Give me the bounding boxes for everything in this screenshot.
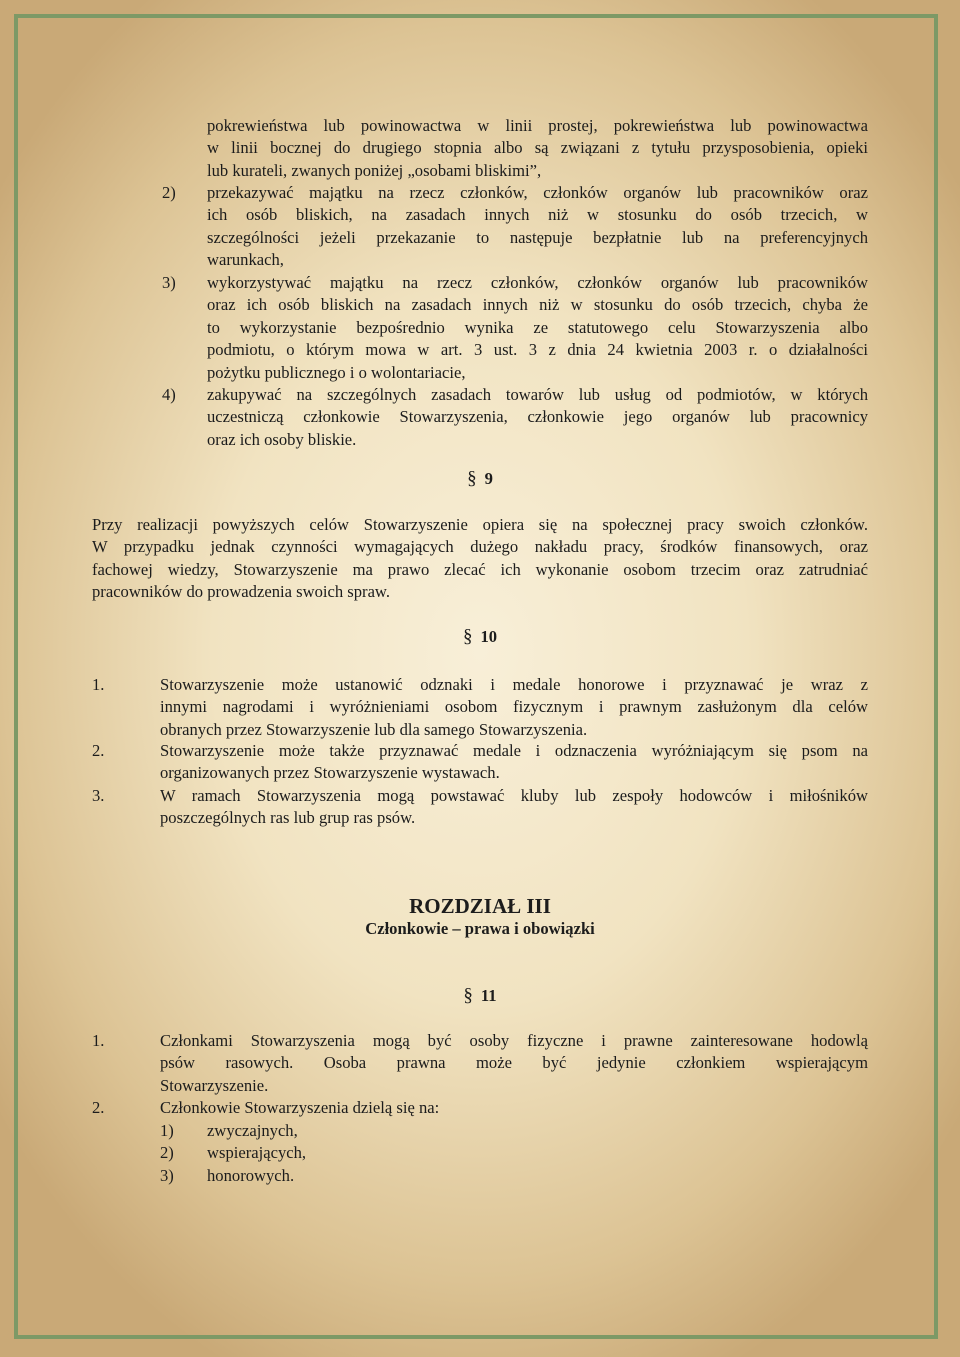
text-line: pożytku publicznego i o wolontariacie, xyxy=(207,362,466,382)
sublist-item: zwyczajnych, xyxy=(207,1121,298,1140)
section-heading-11 xyxy=(0,985,960,1007)
text-line: fachowej wiedzy, Stowarzyszenie ma prawo zlecać ich wykonanie osobom trzecim oraz zatrudniać xyxy=(92,559,868,579)
sublist-item: honorowych. xyxy=(207,1166,295,1185)
text-line: wykorzystywać majątku na rzecz członków, członków organów lub pracowników xyxy=(207,273,868,292)
paragraph-number: 1. xyxy=(92,675,105,694)
section-heading-10 xyxy=(0,626,960,648)
paragraph-number: 2. xyxy=(92,741,105,760)
text-line: uczestniczą członkowie Stowarzyszenia, członkowie jego organów lub pracownicy xyxy=(207,407,868,427)
chapter-subtitle: Członkowie – prawa i obowiązki xyxy=(365,919,595,938)
text-line: podmiotu, o którym mowa w art. 3 ust. 3 z dnia 24 kwietnia 2003 r. o działalności xyxy=(207,340,868,360)
section-9-paragraph xyxy=(92,514,868,604)
continuation-text xyxy=(207,115,868,182)
section-number: 11 xyxy=(480,986,497,1005)
text-line: szczególności jeżeli przekazanie to następuje bezpłatnie lub na preferencyjnych xyxy=(207,227,868,247)
paragraph-number: 3. xyxy=(92,786,105,805)
text-line: Stowarzyszenie może także przyznawać medale i odznaczenia wyróżniającym się psom na xyxy=(160,741,868,760)
text-line: W przypadku jednak czynności wymagających dużego nakładu pracy, środków finansowych, oraz xyxy=(92,537,868,557)
text-line: Przy realizacji powyższych celów Stowarzyszenie opiera się na społecznej pracy swoich członków. xyxy=(92,515,868,534)
text-line: obranych przez Stowarzyszenie lub dla samego Stowarzyszenia. xyxy=(160,719,588,739)
text-line: pracowników do prowadzenia swoich spraw. xyxy=(92,582,390,602)
section-sign: § xyxy=(467,468,477,489)
section-10-paragraph-2 xyxy=(160,740,868,785)
text-line: w linii bocznej do drugiego stopnia albo są związani z tytułu przysposobienia, opieki xyxy=(207,138,868,158)
chapter-title: ROZDZIAŁ III xyxy=(409,894,551,918)
text-line: zakupywać na szczególnych zasadach towarów lub usług od podmiotów, w których xyxy=(207,385,868,404)
list-item-2 xyxy=(207,182,868,272)
section-heading-9 xyxy=(0,468,960,490)
text-line: W ramach Stowarzyszenia mogą powstawać kluby lub zespoły hodowców i miłośników xyxy=(160,786,868,805)
sublist-number: 2) xyxy=(160,1143,174,1162)
text-line: pokrewieństwa lub powinowactwa w linii prostej, pokrewieństwa lub powinowactwa xyxy=(207,116,868,135)
text-line: Członkowie Stowarzyszenia dzielą się na: xyxy=(160,1098,440,1117)
text-line: ich osób bliskich, na zasadach innych niż w stosunku do osób trzecich, w xyxy=(207,205,868,225)
list-number: 3) xyxy=(162,273,176,292)
section-sign: § xyxy=(462,626,473,647)
list-number: 4) xyxy=(162,385,176,404)
section-11-paragraph-2 xyxy=(160,1097,868,1119)
list-number: 2) xyxy=(162,183,176,202)
sublist-item: wspierających, xyxy=(207,1143,307,1162)
sublist-number: 1) xyxy=(160,1121,174,1140)
section-number: 10 xyxy=(480,627,498,646)
text-line: Stowarzyszenie może ustanowić odznaki i medale honorowe i przyznawać je wraz z xyxy=(160,675,868,694)
text-line: poszczególnych ras lub grup ras psów. xyxy=(160,808,416,828)
text-line: warunkach, xyxy=(207,250,284,270)
paragraph-number: 2. xyxy=(92,1098,105,1117)
text-line: organizowanych przez Stowarzyszenie wystawach. xyxy=(160,763,500,783)
text-line: przekazywać majątku na rzecz członków, członków organów lub pracowników oraz xyxy=(207,183,868,202)
paragraph-number: 1. xyxy=(92,1031,105,1050)
sublist-number: 3) xyxy=(160,1166,174,1185)
section-10-paragraph-1 xyxy=(160,674,868,741)
list-item-4 xyxy=(207,384,868,451)
text-line: psów rasowych. Osoba prawna może być jedynie członkiem wspierającym xyxy=(160,1053,868,1073)
text-line: oraz ich osoby bliskie. xyxy=(207,429,357,449)
section-sign: § xyxy=(463,985,473,1006)
text-line: lub kurateli, zwanych poniżej „osobami bliskimi”, xyxy=(207,160,542,180)
list-item-3 xyxy=(207,272,868,384)
text-line: oraz ich osób bliskich na zasadach innych niż w stosunku do osób trzecich, chyba że xyxy=(207,295,868,315)
section-11-paragraph-1 xyxy=(160,1030,868,1097)
text-line: to wykorzystanie bezpośrednio wynika ze statutowego celu Stowarzyszenia albo xyxy=(207,317,868,337)
text-line: Członkami Stowarzyszenia mogą być osoby fizyczne i prawne zainteresowane hodowlą xyxy=(160,1031,868,1050)
text-line: innymi nagrodami i wyróżnieniami osobom fizycznym i prawnym zasłużonym dla celów xyxy=(160,697,868,717)
section-10-paragraph-3 xyxy=(160,785,868,830)
section-number: 9 xyxy=(484,469,493,488)
text-line: Stowarzyszenie. xyxy=(160,1075,269,1095)
